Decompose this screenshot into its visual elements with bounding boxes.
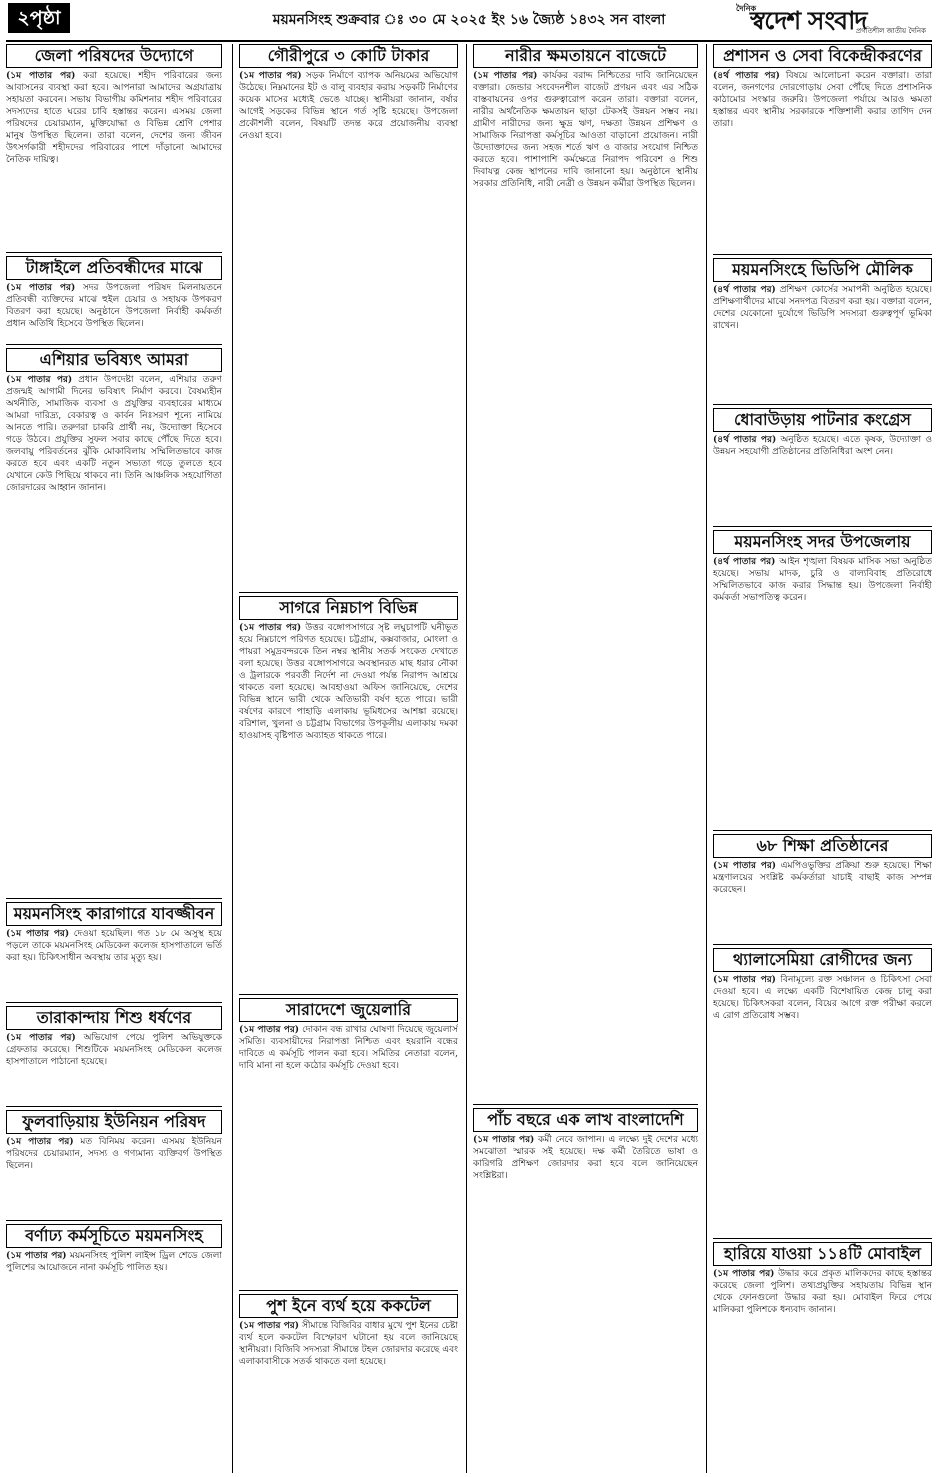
story-text: এমপিওভুক্তির প্রক্রিয়া শুরু হয়েছে। শিক্ষা মন্ত্রণালয়ের সংশ্লিষ্ট কর্মকর্তারা যাচাই বাছাই কাজ সম্পন্ন করেছেন। xyxy=(713,861,932,895)
story-text: কার্যকর বরাদ্দ নিশ্চিতের দাবি জানিয়েছেন বক্তারা। জেন্ডার সংবেদনশীল বাজেট প্রণয়ন এবং এর সঠিক বাস্তবায়নের ওপর গুরুত্বারোপ করেন তারা। বক্তারা বলেন, নারীর অর্থনৈতিক ক্ষমতায়ন ছাড়া টেকসই উন্নয়ন সম্ভব নয়। গ্রামীণ নারীদের জন্য ক্ষুদ্র ঋণ, দক্ষতা উন্নয়ন প্রশিক্ষণ ও সামাজিক নিরাপত্তা কর্মসূচির আওতা বাড়ানো প্রয়োজন। নারী উদ্যোক্তাদের জন্য সহজ শর্তে ঋণ ও বাজার সংযোগ নিশ্চিত করতে হবে। পাশাপাশি কর্মক্ষেত্রে নিরাপদ পরিবেশ ও শিশু দিবাযত্ন কেন্দ্র স্থাপনের দাবি জানানো হয়। অনুষ্ঠানে স্থানীয় সরকার প্রতিনিধি, নারী নেত্রী ও উন্নয়ন কর্মীরা উপস্থিত ছিলেন। xyxy=(473,71,698,189)
story-mobile-114 xyxy=(713,1242,932,1472)
story-body xyxy=(473,1134,698,1182)
continued-marker: (৪র্থ পাতার পর) xyxy=(713,557,776,567)
story-text: বিষয়ে আলোচনা করেন বক্তারা। তারা বলেন, জনগণের দোরগোড়ায় সেবা পৌঁছে দিতে প্রশাসনিক কাঠামোর সংস্কার জরুরি। উপজেলা পর্যায়ে আরও ক্ষমতা হস্তান্তর এবং স্থানীয় সরকারকে শক্তিশালী করার তাগিদ দেন তারা। xyxy=(713,71,932,129)
headline: সারাদেশে জুয়েলারি xyxy=(239,998,458,1022)
story-text: আইন শৃঙ্খলা বিষয়ক মাসিক সভা অনুষ্ঠিত হয়েছে। সভায় মাদক, চুরি ও বাল্যবিবাহ প্রতিরোধে সম্মিলিতভাবে কাজ করার সিদ্ধান্ত হয়। উপজেলা নির্বাহী কর্মকর্তা সভাপতিত্ব করেন। xyxy=(713,557,932,603)
headline: হারিয়ে যাওয়া ১১৪টি মোবাইল xyxy=(713,1242,932,1266)
page-number-badge: ২পৃষ্ঠা xyxy=(8,3,70,33)
story-tangail xyxy=(6,256,222,345)
continued-marker: (১ম পাতার পর) xyxy=(239,1321,299,1331)
story-mymensingh-prison xyxy=(6,902,222,1003)
headline: ময়মনসিংহে ভিডিপি মৌলিক xyxy=(713,258,932,282)
headline: জেলা পরিষদের উদ্যোগে xyxy=(6,44,222,68)
story-body xyxy=(239,622,458,742)
story-nari-budget xyxy=(473,44,698,1105)
story-text: দোকান বন্ধ রাখার ঘোষণা দিয়েছে জুয়েলার্স সমিতি। ব্যবসায়ীদের নিরাপত্তা নিশ্চিত এবং হয়রানি বন্ধের দাবিতে এ কর্মসূচি পালন করা হবে। সমিতির নেতারা বলেন, দাবি মানা না হলে কঠোর কর্মসূচি দেওয়া হবে। xyxy=(239,1025,458,1071)
column-3 xyxy=(466,44,698,1473)
headline: ময়মনসিংহ কারাগারে যাবজ্জীবন xyxy=(6,902,222,926)
story-text: করা হয়েছে। শহীদ পরিবারের জন্য আবাসনের ব্যবস্থা করা হবে। আপনারা আমাদের অগ্রযাত্রায় সহায়তা করবেন। সভায় বিভাগীয় কমিশনার শহীদ পরিবারের সদস্যদের হাতে ঘরের চাবি হস্তান্তর করেন। এসময় জেলা পরিষদের চেয়ারম্যান, মুক্তিযোদ্ধা ও বিভিন্ন শ্রেণি পেশার মানুষ উপস্থিত ছিলেন। তারা বলেন, দেশের জন্য জীবন উৎসর্গকারী শহীদদের পরিবারের পাশে দাঁড়ানো আমাদের নৈতিক দায়িত্ব। xyxy=(6,71,222,165)
logo-name: স্বদেশ সংবাদ xyxy=(750,6,867,35)
story-body xyxy=(6,374,222,494)
story-text: উত্তর বঙ্গোপসাগরে সৃষ্ট লঘুচাপটি ঘনীভূত হয়ে নিম্নচাপে পরিণত হয়েছে। চট্টগ্রাম, কক্সবাজার, মোংলা ও পায়রা সমুদ্রবন্দরকে তিন নম্বর স্থানীয় সতর্ক সংকেত দেখাতে বলা হয়েছে। উত্তর বঙ্গোপসাগরে অবস্থানরত মাছ ধরার নৌকা ও ট্রলারকে পরবর্তী নির্দেশ না দেওয়া পর্যন্ত নিরাপদ আশ্রয়ে থাকতে বলা হয়েছে। আবহাওয়া অফিস জানিয়েছে, দেশের বিভিন্ন স্থানে ভারী থেকে অতিভারী বর্ষণ হতে পারে। ভারী বর্ষণের কারণে পাহাড়ি এলাকায় ভূমিধসের আশঙ্কা রয়েছে। বরিশাল, খুলনা ও চট্টগ্রাম বিভাগের উপকূলীয় এলাকায় দমকা হাওয়াসহ বৃষ্টিপাত অব্যাহত থাকতে পারে। xyxy=(239,623,458,741)
continued-marker: (১ম পাতার পর) xyxy=(6,375,73,385)
continued-marker: (১ম পাতার পর) xyxy=(239,71,302,81)
continued-marker: (১ম পাতার পর) xyxy=(239,1025,300,1035)
story-body xyxy=(473,70,698,190)
story-text: প্রধান উপদেষ্টা বলেন, এশিয়ার তরুণ প্রজন্মই আগামী দিনের ভবিষ্যৎ নির্মাণ করবে। বৈষম্যহীন অর্থনীতি, সামাজিক ব্যবসা ও প্রযুক্তির ব্যবহারের মাধ্যমে আমরা দারিদ্র্য, বেকারত্ব ও কার্বন নিঃসরণ শূন্যে নামিয়ে আনতে পারি। তরুণরা চাকরি প্রার্থী নয়, উদ্যোক্তা হিসেবে গড়ে উঠবে। প্রযুক্তির সুফল সবার কাছে পৌঁছে দিতে হবে। জলবায়ু পরিবর্তনের ঝুঁকি মোকাবিলায় সম্মিলিতভাবে কাজ করতে হবে এবং একটি নতুন সভ্যতা গড়ে তুলতে হবে যেখানে কেউ পিছিয়ে থাকবে না। তিনি আঞ্চলিক সহযোগিতা জোরদারের আহ্বান জানান। xyxy=(6,375,222,493)
continued-marker: (৪র্থ পাতার পর) xyxy=(713,71,780,81)
masthead xyxy=(6,0,932,42)
story-asia-future xyxy=(6,348,222,899)
story-body xyxy=(713,70,932,130)
headline: সাগরে নিম্নচাপ বিভিন্ন xyxy=(239,596,458,620)
headline: থ্যালাসেমিয়া রোগীদের জন্য xyxy=(713,948,932,972)
story-text: কর্মী নেবে জাপান। এ লক্ষ্যে দুই দেশের মধ্যে সমঝোতা স্মারক সই হয়েছে। দক্ষ কর্মী তৈরিতে ভাষা ও কারিগরি প্রশিক্ষণ জোরদার করা হবে বলে জানিয়েছেন সংশ্লিষ্টরা। xyxy=(473,1135,698,1181)
story-body xyxy=(713,1268,932,1316)
continued-marker: (১ম পাতার পর) xyxy=(713,975,776,985)
story-dhobaura xyxy=(713,408,932,527)
dateline: ময়মনসিংহ শুক্রবার ঃ ৩০ মে ২০২৫ ইং ১৬ জ্যৈষ্ঠ ১৪৩২ সন বাংলা xyxy=(272,12,666,28)
story-education-68 xyxy=(713,834,932,945)
story-text: অভিযোগ পেয়ে পুলিশ অভিযুক্তকে গ্রেফতার করেছে। শিশুটিকে ময়মনসিংহ মেডিকেল কলেজ হাসপাতালে পাঠানো হয়েছে। xyxy=(6,1033,222,1067)
column-4 xyxy=(706,44,932,1473)
story-body xyxy=(713,860,932,896)
continued-marker: (১ম পাতার পর) xyxy=(713,861,777,871)
column-2 xyxy=(232,44,458,1473)
story-body xyxy=(713,556,932,604)
story-body xyxy=(6,928,222,964)
headline: বর্ণাঢ্য কর্মসূচিতে ময়মনসিংহ xyxy=(6,1224,222,1248)
headline: ময়মনসিংহ সদর উপজেলায় xyxy=(713,530,932,554)
headline: টাঙ্গাইলে প্রতিবন্ধীদের মাঝে xyxy=(6,256,222,280)
headline: পাঁচ বছরে এক লাখ বাংলাদেশি xyxy=(473,1108,698,1132)
continued-marker: (১ম পাতার পর) xyxy=(6,1033,76,1043)
headline: এশিয়ার ভবিষ্যৎ আমরা xyxy=(6,348,222,372)
newspaper-logo xyxy=(732,1,928,37)
story-body xyxy=(239,1320,458,1368)
story-text: সড়ক নির্মাণে ব্যাপক অনিয়মের অভিযোগ উঠেছে। নিম্নমানের ইট ও বালু ব্যবহার করায় সড়কটি নির্মাণের কয়েক মাসের মধ্যেই ভেঙে যাচ্ছে। স্থানীয়রা জানান, বর্ষার আগেই সড়কের বিভিন্ন স্থানে গর্ত সৃষ্টি হয়েছে। উপজেলা প্রকৌশলী বলেন, বিষয়টি তদন্ত করে প্রয়োজনীয় ব্যবস্থা নেওয়া হবে। xyxy=(239,71,458,141)
story-text: উদ্ধার করে প্রকৃত মালিকদের কাছে হস্তান্তর করেছে জেলা পুলিশ। তথ্যপ্রযুক্তির সহায়তায় বিভিন্ন স্থান থেকে ফোনগুলো উদ্ধার করা হয়। মোবাইল ফিরে পেয়ে মালিকরা পুলিশকে ধন্যবাদ জানান। xyxy=(713,1269,932,1315)
headline: ধোবাউড়ায় পাটনার কংগ্রেস xyxy=(713,408,932,432)
story-thalassemia xyxy=(713,948,932,1239)
story-text: সদর উপজেলা পরিষদ মিলনায়তনে প্রতিবন্ধী ব্যক্তিদের মাঝে হুইল চেয়ার ও সহায়ক উপকরণ বিতরণ করা হয়েছে। অনুষ্ঠানে উপজেলা নির্বাহী কর্মকর্তা প্রধান অতিথি হিসেবে উপস্থিত ছিলেন। xyxy=(6,283,222,329)
continued-marker: (১ম পাতার পর) xyxy=(6,283,76,293)
continued-marker: (১ম পাতার পর) xyxy=(6,1137,74,1147)
story-text: প্রশিক্ষণ কোর্সের সমাপনী অনুষ্ঠিত হয়েছে। প্রশিক্ষণার্থীদের মাঝে সনদপত্র বিতরণ করা হয়। বক্তারা বলেন, দেশের যেকোনো দুর্যোগে ভিডিপি সদস্যরা গুরুত্বপূর্ণ ভূমিকা রাখেন। xyxy=(713,285,932,331)
continued-marker: (৪র্থ পাতার পর) xyxy=(713,285,776,295)
story-tarakanda xyxy=(6,1006,222,1107)
headline: গৌরীপুরে ৩ কোটি টাকার xyxy=(239,44,458,68)
story-sadar-upazila xyxy=(713,530,932,831)
story-jewellery xyxy=(239,998,458,1291)
story-text: দেওয়া হয়েছিল। গত ১৮ মে অসুস্থ হয়ে পড়লে তাকে ময়মনসিংহ মেডিকেল কলেজ হাসপাতালে ভর্তি করা হয়। চিকিৎসাধীন অবস্থায় তার মৃত্যু হয়। xyxy=(6,929,222,963)
story-body xyxy=(713,974,932,1022)
story-body xyxy=(239,70,458,142)
story-zila-parishad xyxy=(6,44,222,253)
story-one-lakh xyxy=(473,1108,698,1468)
headline: ফুলবাড়িয়ায় ইউনিয়ন পরিষদ xyxy=(6,1110,222,1134)
headline: তারাকান্দায় শিশু ধর্ষণের xyxy=(6,1006,222,1030)
headline: নারীর ক্ষমতায়নে বাজেটে xyxy=(473,44,698,68)
continued-marker: (১ম পাতার পর) xyxy=(713,1269,775,1279)
story-body xyxy=(239,1024,458,1072)
continued-marker: (১ম পাতার পর) xyxy=(6,929,70,939)
story-vdp xyxy=(713,258,932,405)
story-body xyxy=(6,70,222,166)
story-text: সীমান্তে বিজিবির বাধার মুখে পুশ ইনের চেষ্টা ব্যর্থ হলে ককটেল বিস্ফোরণ ঘটানো হয় বলে জানিয়েছে স্থানীয়রা। বিজিবি সদস্যরা সীমান্তে টহল জোরদার করেছে এবং এলাকাবাসীকে সতর্ক থাকতে বলা হয়েছে। xyxy=(239,1321,458,1367)
story-body xyxy=(713,284,932,332)
story-body xyxy=(6,1250,222,1274)
continued-marker: (১ম পাতার পর) xyxy=(239,623,302,633)
story-prashasan xyxy=(713,44,932,255)
headline: প্রশাসন ও সেবা বিকেন্দ্রীকরণের xyxy=(713,44,932,68)
story-barshapo xyxy=(6,1224,222,1304)
continued-marker: (১ম পাতার পর) xyxy=(6,1251,67,1261)
story-text: ময়মনসিংহ পুলিশ লাইন্স ড্রিল শেডে জেলা পুলিশের আয়োজনে নানা কর্মসূচি পালিত হয়। xyxy=(6,1251,222,1273)
headline: ৬৮ শিক্ষা প্রতিষ্ঠানের xyxy=(713,834,932,858)
headline: পুশ ইনে ব্যর্থ হয়ে ককটেল xyxy=(239,1294,458,1318)
continued-marker: (৪র্থ পাতার পর) xyxy=(713,435,777,445)
logo-prefix: দৈনিক xyxy=(736,4,757,13)
story-body xyxy=(6,1032,222,1068)
article-columns xyxy=(6,44,932,1473)
story-push-in xyxy=(239,1294,458,1473)
story-text: মত বিনিময় করেন। এসময় ইউনিয়ন পরিষদের চেয়ারম্যান, সদস্য ও গণ্যমান্য ব্যক্তিবর্গ উপস্থিত ছিলেন। xyxy=(6,1137,222,1171)
story-text: বিনামূল্যে রক্ত সঞ্চালন ও চিকিৎসা সেবা দেওয়া হবে। এ লক্ষ্যে একটি বিশেষায়িত কেন্দ্র চালু করা হয়েছে। চিকিৎসকরা বলেন, বিয়ের আগে রক্ত পরীক্ষা করলে এ রোগ প্রতিরোধ সম্ভব। xyxy=(713,975,932,1021)
continued-marker: (১ম পাতার পর) xyxy=(6,71,76,81)
story-body xyxy=(713,434,932,458)
story-sagar xyxy=(239,596,458,995)
column-1 xyxy=(6,44,222,1473)
continued-marker: (১ম পাতার পর) xyxy=(473,1135,535,1145)
story-gouripur xyxy=(239,44,458,593)
story-body xyxy=(6,1136,222,1172)
story-body xyxy=(6,282,222,330)
story-text: অনুষ্ঠিত হয়েছে। এতে কৃষক, উদ্যোক্তা ও উন্নয়ন সহযোগী প্রতিষ্ঠানের প্রতিনিধিরা অংশ নেন। xyxy=(713,435,932,457)
logo-tagline: প্রগতিশীল জাতীয় দৈনিক xyxy=(855,27,926,35)
story-fulbaria xyxy=(6,1110,222,1221)
continued-marker: (১ম পাতার পর) xyxy=(473,71,538,81)
